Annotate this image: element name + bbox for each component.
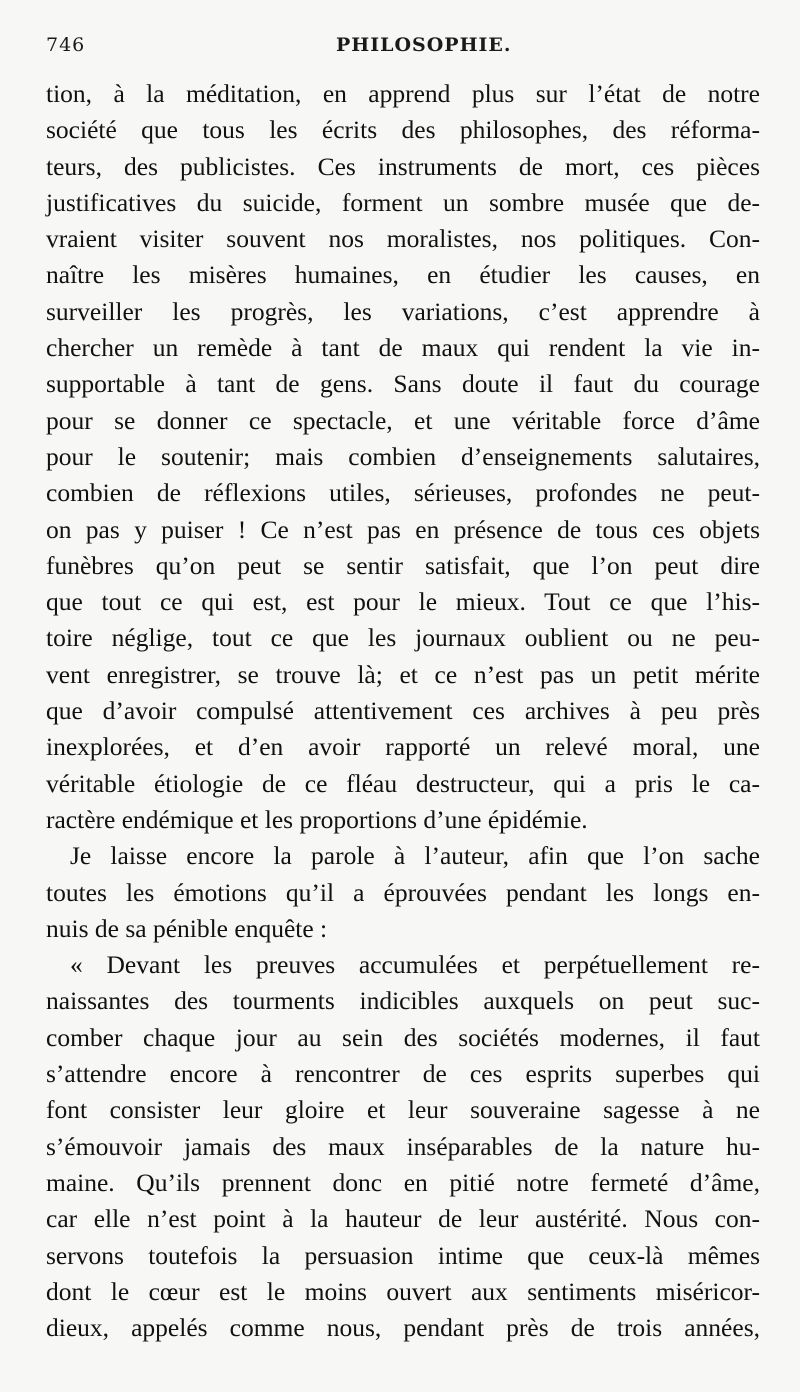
- page-number: 746: [46, 34, 86, 56]
- text-line: société que tous les écrits des philosophes, des réforma-: [46, 115, 760, 145]
- text-line: toire néglige, tout ce que les journaux oublient ou ne peu-: [46, 623, 760, 653]
- text-line: inexplorées, et d’en avoir rapporté un relevé moral, une: [46, 732, 760, 762]
- text-line: pour se donner ce spectacle, et une véritable force d’âme: [46, 405, 760, 435]
- text-line: pour le soutenir; mais combien d’enseignements salutaires,: [46, 441, 760, 471]
- text-line: font consister leur gloire et leur souveraine sagesse à ne: [46, 1095, 760, 1125]
- text-line: « Devant les preuves accumulées et perpétuellement re-: [70, 950, 760, 980]
- text-line: toutes les émotions qu’il a éprouvées pendant les longs en-: [46, 877, 760, 907]
- body-text: [46, 76, 760, 1346]
- text-line: nuis de sa pénible enquête :: [46, 913, 328, 943]
- text-line: dont le cœur est le moins ouvert aux sentiments miséricor-: [46, 1276, 760, 1306]
- text-line: véritable étiologie de ce fléau destructeur, qui a pris le ca-: [46, 768, 760, 798]
- header-title: PHILOSOPHIE.: [336, 34, 512, 56]
- text-line: supportable à tant de gens. Sans doute il faut du courage: [46, 369, 760, 399]
- text-line: que tout ce qui est, est pour le mieux. Tout ce que l’his-: [46, 587, 760, 617]
- text-line: funèbres qu’on peut se sentir satisfait, que l’on peut dire: [46, 550, 760, 580]
- running-head: [46, 34, 760, 62]
- text-line: tion, à la méditation, en apprend plus sur l’état de notre: [46, 79, 760, 108]
- text-line: teurs, des publicistes. Ces instruments de mort, ces pièces: [46, 151, 760, 181]
- text-line: justificatives du suicide, forment un sombre musée que de-: [46, 187, 760, 217]
- text-line: ractère endémique et les proportions d’une épidémie.: [46, 804, 588, 834]
- text-line: on pas y puiser ! Ce n’est pas en présence de tous ces objets: [46, 514, 760, 544]
- text-line: s’émouvoir jamais des maux inséparables de la nature hu-: [46, 1131, 760, 1161]
- text-line: Je laisse encore la parole à l’auteur, afin que l’on sache: [70, 841, 760, 871]
- text-line: dieux, appelés comme nous, pendant près de trois années,: [46, 1313, 760, 1343]
- text-line: vraient visiter souvent nos moralistes, nos politiques. Con-: [46, 224, 760, 254]
- text-line: surveiller les progrès, les variations, c’est apprendre à: [46, 296, 760, 326]
- text-line: chercher un remède à tant de maux qui rendent la vie in-: [46, 333, 760, 363]
- text-line: maine. Qu’ils prennent donc en pitié notre fermeté d’âme,: [46, 1167, 760, 1197]
- text-line: que d’avoir compulsé attentivement ces archives à peu près: [46, 696, 760, 726]
- text-line: naissantes des tourments indicibles auxquels on peut suc-: [46, 986, 760, 1016]
- text-line: vent enregistrer, se trouve là; et ce n’est pas un petit mérite: [46, 659, 760, 689]
- text-line: car elle n’est point à la hauteur de leur austérité. Nous con-: [46, 1204, 760, 1234]
- text-line: combien de réflexions utiles, sérieuses, profondes ne peut-: [46, 478, 760, 508]
- text-line: servons toutefois la persuasion intime que ceux-là mêmes: [46, 1240, 760, 1270]
- text-line: naître les misères humaines, en étudier les causes, en: [46, 260, 760, 290]
- text-line: s’attendre encore à rencontrer de ces esprits superbes qui: [46, 1059, 760, 1089]
- text-line: comber chaque jour au sein des sociétés modernes, il faut: [46, 1022, 760, 1052]
